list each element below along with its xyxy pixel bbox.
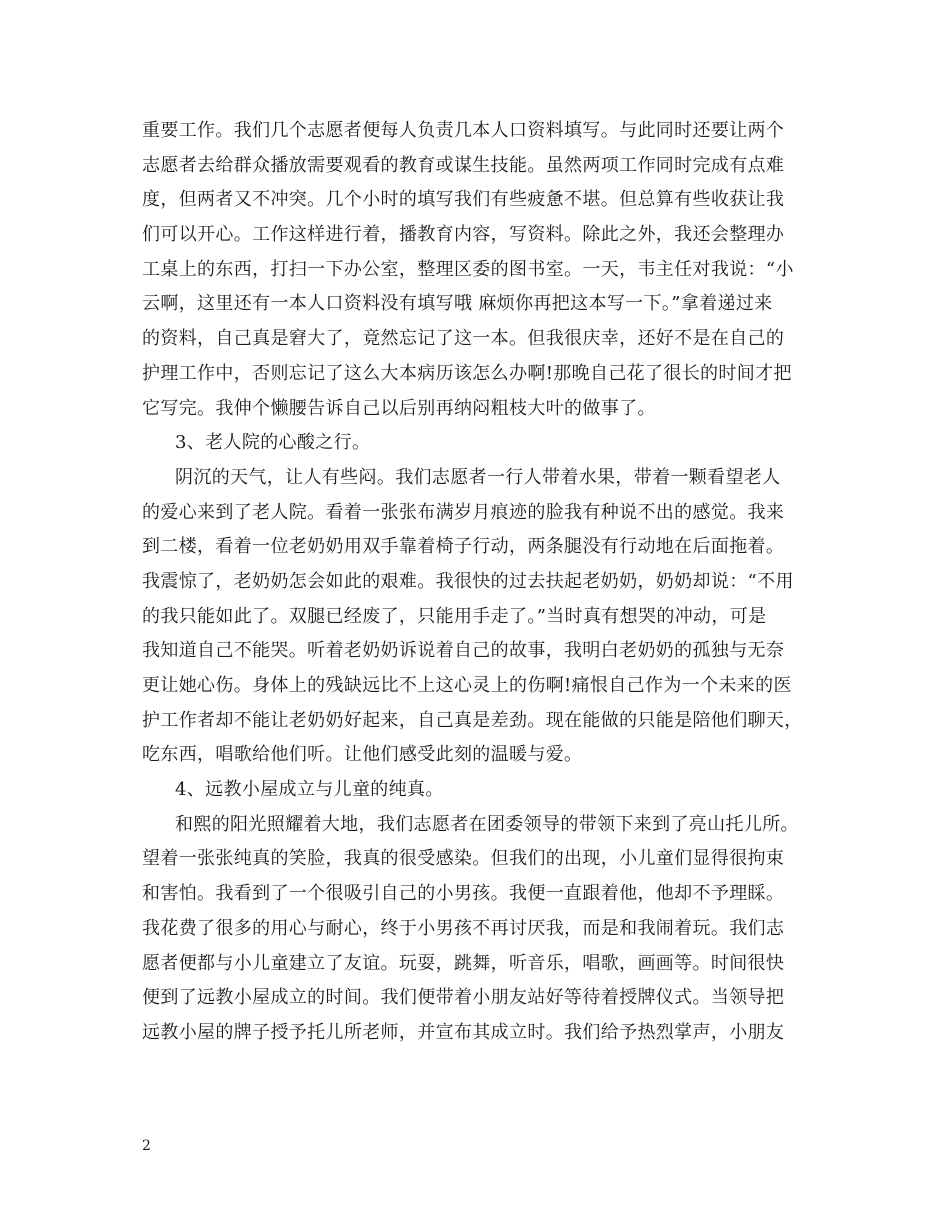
text-line: 工桌上的东西，打扫一下办公室，整理区委的图书室。一天，韦主任对我说：“小 <box>142 258 794 280</box>
text-line: 它写完。我伸个懒腰告诉自己以后别再纳闷粗枝大叶的做事了。 <box>142 397 656 419</box>
text-line: 我震惊了，老奶奶怎会如此的艰难。我很快的过去扶起老奶奶，奶奶却说：“不用 <box>142 570 794 592</box>
section-heading: 3、老人院的心酸之行。 <box>175 432 371 454</box>
paragraph-first-line: 阴沉的天气，让人有些闷。我们志愿者一行人带着水果，带着一颗看望老人 <box>175 466 781 488</box>
text-line: 望着一张张纯真的笑脸，我真的很受感染。但我们的出现，小儿童们显得很拘束 <box>142 848 785 870</box>
paragraph-first-line: 和熙的阳光照耀着大地，我们志愿者在团委领导的带领下来到了亮山托儿所。 <box>175 813 799 835</box>
text-line: 护理工作中，否则忘记了这么大本病历该怎么办啊!那晚自己花了很长的时间才把 <box>142 362 792 384</box>
text-line: 愿者便都与小儿童建立了友谊。玩耍，跳舞，听音乐，唱歌，画画等。时间很快 <box>142 952 785 974</box>
section-heading: 4、远教小屋成立与儿童的纯真。 <box>175 779 444 801</box>
text-line: 吃东西，唱歌给他们听。让他们感受此刻的温暖与爱。 <box>142 744 583 766</box>
text-line: 远教小屋的牌子授予托儿所老师，并宣布其成立时。我们给予热烈掌声，小朋友 <box>142 1021 785 1043</box>
text-line: 更让她心伤。身体上的残缺远比不上这心灵上的伤啊!痛恨自己作为一个未来的医 <box>142 675 792 696</box>
text-line: 护工作者却不能让老奶奶好起来，自己真是差劲。现在能做的只能是陪他们聊天， <box>142 709 803 731</box>
text-line: 我花费了很多的用心与耐心，终于小男孩不再讨厌我，而是和我闹着玩。我们志 <box>142 917 785 939</box>
text-line: 的爱心来到了老人院。看着一张张布满岁月痕迹的脸我有种说不出的感觉。我来 <box>142 501 785 523</box>
text-line: 云啊，这里还有一本人口资料没有填写哦 麻烦你再把这本写一下。”拿着递过来 <box>142 293 773 315</box>
page-number: 2 <box>142 1138 151 1154</box>
text-line: 的我只能如此了。双腿已经废了，只能用手走了。”当时真有想哭的冲动，可是 <box>142 605 767 627</box>
text-line: 到二楼，看着一位老奶奶用双手靠着椅子行动，两条腿没有行动地在后面拖着。 <box>142 536 785 558</box>
text-line: 的资料，自己真是窘大了，竟然忘记了这一本。但我很庆幸，还好不是在自己的 <box>142 328 785 350</box>
text-line: 重要工作。我们几个志愿者便每人负责几本人口资料填写。与此同时还要让两个 <box>142 120 785 141</box>
text-line: 和害怕。我看到了一个很吸引自己的小男孩。我便一直跟着他，他却不予理睬。 <box>142 883 785 905</box>
text-line: 我知道自己不能哭。听着老奶奶诉说着自己的故事，我明白老奶奶的孤独与无奈 <box>142 640 785 662</box>
text-line: 们可以开心。工作这样进行着，播教育内容，写资料。除此之外，我还会整理办 <box>142 224 785 246</box>
body-text <box>142 114 830 1051</box>
text-line: 志愿者去给群众播放需要观看的教育或谋生技能。虽然两项工作同时完成有点难 <box>142 154 785 176</box>
text-line: 度，但两者又不冲突。几个小时的填写我们有些疲惫不堪。但总算有些收获让我 <box>142 189 785 211</box>
text-line: 便到了远教小屋成立的时间。我们便带着小朋友站好等待着授牌仪式。当领导把 <box>142 987 785 1009</box>
